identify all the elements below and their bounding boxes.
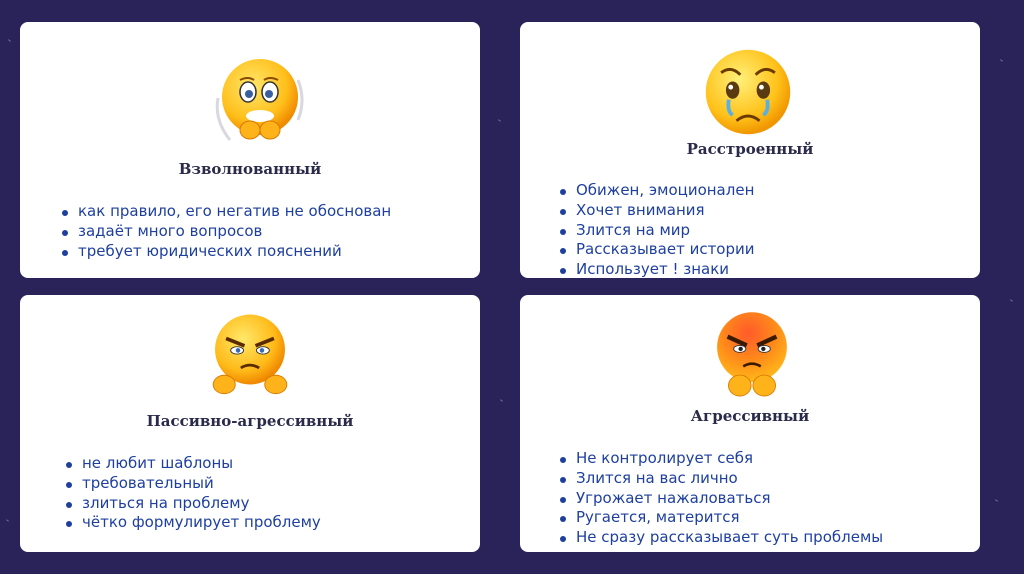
list-item: требовательный [64, 474, 321, 494]
list-item: как правило, его негатив не обоснован [60, 202, 391, 222]
trait-list [558, 449, 883, 548]
card-title: Расстроенный [686, 140, 814, 158]
nervous-face-icon [210, 50, 310, 150]
list-item: Ругается, матерится [558, 508, 883, 528]
speckle [1010, 299, 1013, 302]
speckle [498, 119, 501, 122]
list-item: Не контролирует себя [558, 449, 883, 469]
speckle [8, 39, 11, 42]
list-item: задаёт много вопросов [60, 222, 391, 242]
list-item: чётко формулирует проблему [64, 513, 321, 533]
trait-list [558, 181, 755, 278]
card-passive-aggressive [20, 295, 480, 552]
trait-list [60, 202, 391, 261]
list-item: не любит шаблоны [64, 454, 321, 474]
list-item: Обижен, эмоционален [558, 181, 755, 201]
speckle [500, 399, 503, 402]
list-item: Злится на мир [558, 221, 755, 241]
card-title: Агрессивный [690, 407, 810, 425]
list-item: Угрожает нажаловаться [558, 489, 883, 509]
card-excited [20, 22, 480, 278]
list-item: Хочет внимания [558, 201, 755, 221]
list-item: требует юридических пояснений [60, 242, 391, 262]
list-item: Рассказывает истории [558, 240, 755, 260]
frowning-face-icon [204, 309, 296, 401]
speckle [995, 499, 998, 502]
card-upset [520, 22, 980, 278]
list-item: Не сразу рассказывает суть проблемы [558, 528, 883, 548]
angry-face-icon [708, 307, 796, 403]
crying-face-icon [700, 44, 796, 140]
card-title: Пассивно-агрессивный [146, 412, 354, 430]
list-item: Злится на вас лично [558, 469, 883, 489]
speckle [1000, 59, 1003, 62]
card-aggressive [520, 295, 980, 552]
card-title: Взволнованный [178, 160, 322, 178]
list-item: Использует ! знаки [558, 260, 755, 278]
trait-list [64, 454, 321, 533]
speckle [6, 519, 9, 522]
list-item: злиться на проблему [64, 494, 321, 514]
